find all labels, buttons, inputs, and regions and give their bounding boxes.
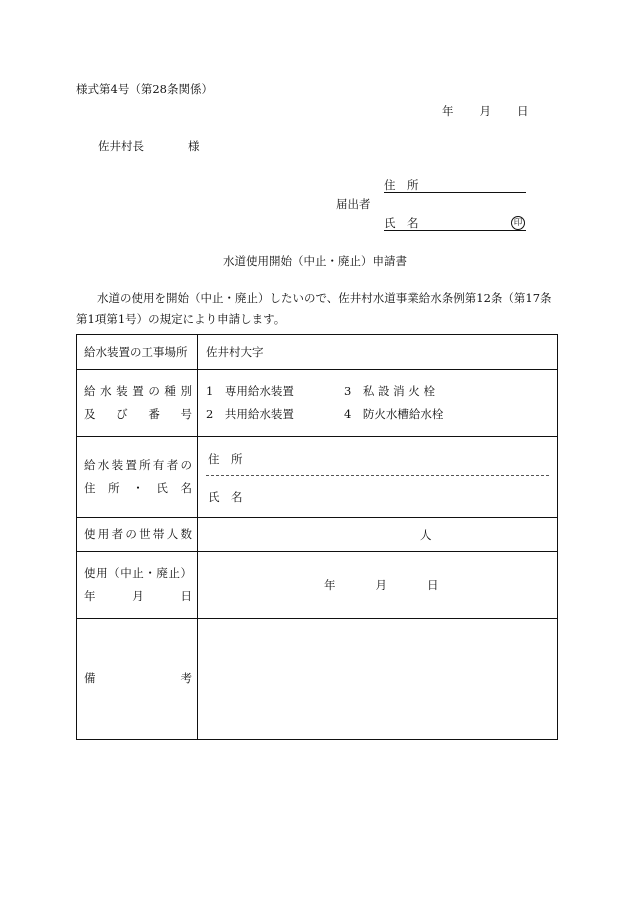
body-text: 水道の使用を開始（中止・廃止）したいので、佐井村水道事業給水条例第12条（第17条第1項第1号）の規定により申請します。 — [76, 291, 552, 326]
row-owner — [77, 437, 558, 518]
addressee — [98, 141, 200, 153]
usage-year: 年 — [324, 578, 336, 592]
household-unit: 人 — [420, 527, 432, 542]
addressee-honorific: 様 — [188, 139, 200, 153]
notifier-label: 届出者 — [336, 197, 371, 211]
owner-label-line2: 住 所 ・ 氏 名 — [84, 481, 192, 495]
applicant-name-field[interactable] — [384, 230, 526, 231]
option-private-hydrant[interactable]: 3 私 設 消 火 栓 — [344, 383, 435, 398]
usage-date-value-cell[interactable] — [198, 552, 558, 619]
option-dedicated-supply[interactable]: 1 専用給水装置 — [206, 383, 294, 398]
owner-label-cell — [77, 437, 198, 518]
usage-month: 月 — [375, 578, 387, 592]
date-year: 年 — [442, 104, 454, 118]
option-shared-supply[interactable]: 2 共用給水装置 — [206, 407, 294, 421]
device-type-label-line2: 及 び 番 号 — [84, 407, 192, 421]
applicant-name-label: 氏 名 — [384, 216, 419, 230]
remarks-label-cell — [77, 619, 198, 740]
device-type-label-line1: 給 水 装 置 の 種 別 — [84, 383, 192, 398]
remarks-label: 備 考 — [84, 671, 192, 686]
work-place-value: 佐井村大字 — [206, 345, 264, 359]
applicant-address-label: 住 所 — [384, 178, 419, 192]
owner-divider — [206, 475, 549, 476]
row-device-type — [77, 370, 558, 437]
owner-address-label[interactable]: 住 所 — [208, 452, 243, 466]
row-usage-date — [77, 552, 558, 619]
date-month: 月 — [479, 104, 491, 118]
usage-date-label-line2: 年 月 日 — [84, 589, 192, 603]
work-place-label-cell — [77, 335, 198, 370]
household-label: 使 用 者 の 世 帯 人 数 — [84, 526, 192, 541]
device-type-label-cell — [77, 370, 198, 437]
form-number: 様式第4号（第28条関係） — [76, 82, 213, 96]
row-work-place — [77, 335, 558, 370]
addressee-name: 佐井村長 — [98, 139, 144, 153]
option-fire-tank-faucet[interactable]: 4 防火水槽給水栓 — [344, 407, 444, 421]
owner-label-line1: 給 水 装 置 所 有 者 の — [84, 457, 192, 472]
household-label-cell — [77, 518, 198, 552]
work-place-value-cell[interactable] — [198, 335, 558, 370]
row-remarks — [77, 619, 558, 740]
row-household — [77, 518, 558, 552]
header-date — [442, 106, 529, 118]
work-place-label: 給水装置の工事場所 — [84, 345, 188, 359]
seal-mark: 印 — [511, 216, 525, 230]
usage-date-value — [198, 577, 557, 593]
date-day: 日 — [517, 104, 529, 118]
owner-value-cell — [198, 437, 558, 518]
device-type-value-cell — [198, 370, 558, 437]
household-value-cell[interactable] — [198, 518, 558, 552]
remarks-value-cell[interactable] — [198, 619, 558, 740]
application-table — [76, 334, 558, 740]
document-title: 水道使用開始（中止・廃止）申請書 — [223, 254, 407, 268]
usage-date-label-cell — [77, 552, 198, 619]
owner-name-label[interactable]: 氏 名 — [208, 490, 243, 504]
usage-day: 日 — [427, 578, 439, 592]
usage-date-label-line1: 使 用 （ 中 止 ・ 廃 止 ） — [84, 565, 192, 580]
applicant-address-field[interactable] — [384, 192, 526, 193]
